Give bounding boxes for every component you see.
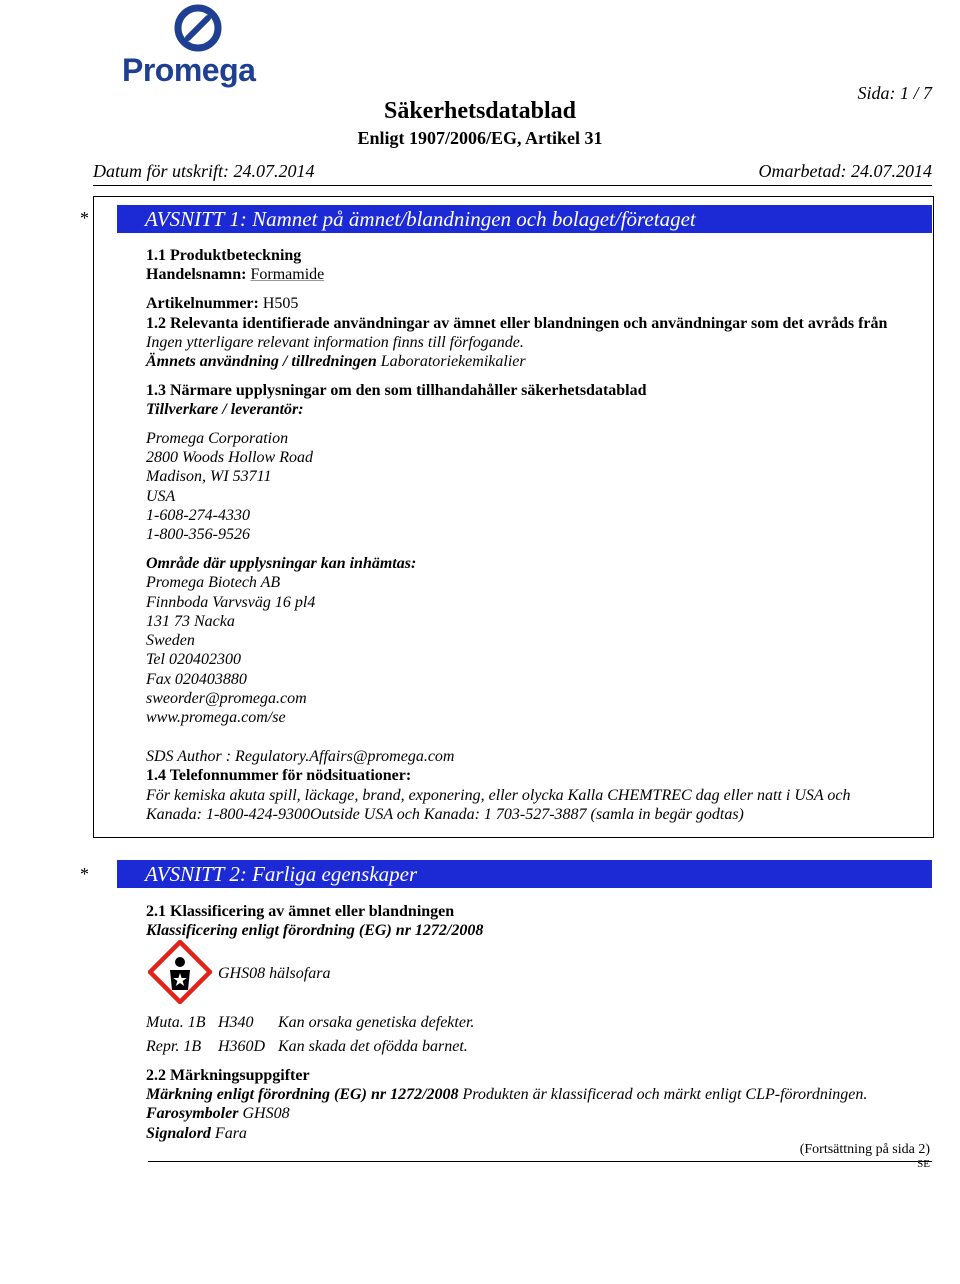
s11-heading: 1.1 Produktbeteckning bbox=[146, 247, 302, 264]
article-row bbox=[146, 294, 298, 313]
signal-value: Fara bbox=[214, 1125, 247, 1142]
info-area-line: 131 73 Nacka bbox=[146, 613, 235, 630]
signal-row bbox=[146, 1124, 247, 1143]
manufacturer-label: Tillverkare / leverantör: bbox=[146, 401, 304, 418]
labelling-heading: Märkning enligt förordning (EG) nr 1272/2008 bbox=[146, 1086, 459, 1103]
info-area-fax: Fax 020403880 bbox=[146, 671, 247, 688]
info-area-line: Sweden bbox=[146, 632, 195, 649]
country-code: SE bbox=[917, 1158, 930, 1170]
manufacturer-line: 2800 Woods Hollow Road bbox=[146, 449, 313, 466]
hazard-statement: Kan skada det ofödda barnet. bbox=[278, 1038, 468, 1055]
info-area-label: Område där upplysningar kan inhämtas: bbox=[146, 555, 417, 572]
article-label: Artikelnummer: bbox=[146, 295, 259, 312]
signal-label: Signalord bbox=[146, 1125, 211, 1142]
ghs08-health-hazard-icon bbox=[148, 940, 212, 1004]
article-number: H505 bbox=[262, 295, 299, 312]
brand-name: Promega bbox=[122, 52, 256, 88]
section1-title: AVSNITT 1: Namnet på ämnet/blandningen och bolaget/företaget bbox=[117, 205, 932, 233]
manufacturer-phone: 1-608-274-4330 bbox=[146, 507, 250, 524]
hazard-category: Repr. 1B bbox=[146, 1038, 202, 1055]
s21-heading: 2.1 Klassificering av ämnet eller blandningen bbox=[146, 903, 455, 920]
s22-heading: 2.2 Märkningsuppgifter bbox=[146, 1067, 310, 1084]
document-title: Säkerhetsdatablad bbox=[383, 98, 577, 124]
manufacturer-line: Promega Corporation bbox=[146, 430, 289, 447]
trade-name-value: Formamide bbox=[250, 266, 325, 283]
section1-change-marker: * bbox=[80, 208, 89, 228]
emergency-line: För kemiska akuta spill, läckage, brand, exponering, eller olycka Kalla CHEMTREC dag eller natt i USA och bbox=[146, 787, 851, 804]
symbols-label: Farosymboler bbox=[146, 1105, 239, 1122]
manufacturer-phone: 1-800-356-9526 bbox=[146, 526, 250, 543]
info-area-phone: Tel 020402300 bbox=[146, 651, 241, 668]
revision-date: Omarbetad: 24.07.2014 bbox=[758, 161, 932, 181]
pictogram-label: GHS08 hälsofara bbox=[218, 965, 331, 982]
sds-author: SDS Author : Regulatory.Affairs@promega.com bbox=[146, 748, 455, 765]
labelling-row bbox=[146, 1085, 867, 1104]
print-date: Datum för utskrift: 24.07.2014 bbox=[93, 161, 315, 181]
manufacturer-line: USA bbox=[146, 488, 176, 505]
footer-divider bbox=[148, 1161, 932, 1162]
trade-name-row bbox=[146, 265, 324, 284]
manufacturer-line: Madison, WI 53711 bbox=[146, 468, 272, 485]
website-link[interactable]: www.promega.com/se bbox=[146, 709, 286, 726]
use-row bbox=[146, 352, 526, 371]
s13-heading: 1.3 Närmare upplysningar om den som tillhandahåller säkerhetsdatablad bbox=[146, 382, 647, 399]
hazard-code: H360D bbox=[218, 1038, 266, 1055]
symbols-value: GHS08 bbox=[242, 1105, 290, 1122]
use-label: Ämnets användning / tillredningen bbox=[146, 353, 377, 370]
hazard-category: Muta. 1B bbox=[146, 1014, 206, 1031]
section2-change-marker: * bbox=[80, 864, 89, 884]
info-area-line: Promega Biotech AB bbox=[146, 574, 281, 591]
hazard-statement: Kan orsaka genetiska defekter. bbox=[278, 1014, 475, 1031]
info-area-line: Finnboda Varvsväg 16 pl4 bbox=[146, 594, 316, 611]
section2-title: AVSNITT 2: Farliga egenskaper bbox=[117, 860, 932, 888]
continuation-note: (Fortsättning på sida 2) bbox=[799, 1142, 930, 1157]
use-value: Laboratoriekemikalier bbox=[380, 353, 526, 370]
s12-heading: 1.2 Relevanta identifierade användningar av ämnet eller blandningen och användningar som det avråds från bbox=[146, 315, 888, 332]
s14-heading: 1.4 Telefonnummer för nödsituationer: bbox=[146, 767, 412, 784]
emergency-line: Kanada: 1-800-424-9300Outside USA och Kanada: 1 703-527-3887 (samla in begär godtas) bbox=[146, 806, 744, 823]
symbols-row bbox=[146, 1104, 290, 1123]
page-number: Sida: 1 / 7 bbox=[857, 83, 932, 103]
trade-name-label: Handelsnamn: bbox=[146, 266, 247, 283]
classification-heading: Klassificering enligt förordning (EG) nr 1272/2008 bbox=[146, 922, 484, 939]
labelling-text: Produkten är klassificerad och märkt enligt CLP-förordningen. bbox=[462, 1086, 868, 1103]
document-subtitle: Enligt 1907/2006/EG, Artikel 31 bbox=[357, 128, 603, 148]
header-divider bbox=[93, 185, 932, 186]
s12-text: Ingen ytterligare relevant information finns till förfogande. bbox=[146, 334, 524, 351]
email-link[interactable]: sweorder@promega.com bbox=[146, 690, 307, 707]
hazard-code: H340 bbox=[218, 1014, 254, 1031]
